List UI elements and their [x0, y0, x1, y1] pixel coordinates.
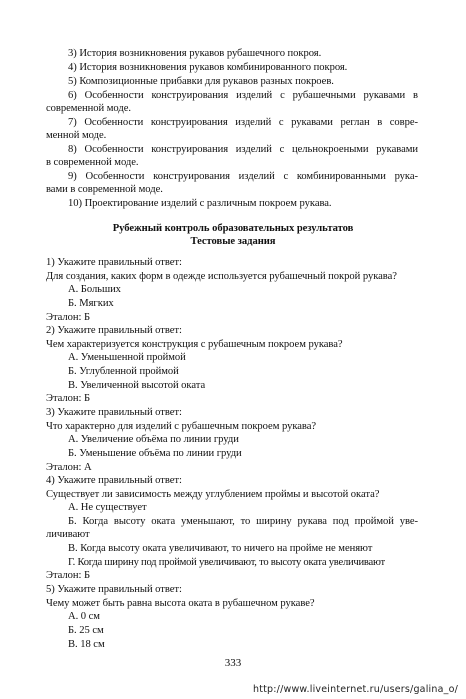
- list-item: 7) Особенности конструирования изделий с рукавами реглан в совре-: [68, 117, 418, 128]
- list-item: 4) История возникновения рукавов комбинированного покроя.: [68, 62, 348, 73]
- question-text: Существует ли зависимость между углублением проймы и высотой оката?: [46, 489, 380, 500]
- list-item: 9) Особенности конструирования изделий с комбинированными рука-: [68, 171, 418, 182]
- answer-option: Б. Уменьшение объёма по линии груди: [68, 448, 242, 459]
- question-instruction: 4) Укажите правильный ответ:: [46, 475, 182, 486]
- answer-option: В. Увеличенной высотой оката: [68, 380, 206, 391]
- list-item: 5) Композиционные прибавки для рукавов разных покроев.: [68, 76, 334, 87]
- question-instruction: 5) Укажите правильный ответ:: [46, 584, 182, 595]
- list-item: 6) Особенности конструирования изделий с рубашечными рукавами в: [68, 90, 418, 101]
- list-item: 8) Особенности конструирования изделий с цельнокроеными рукавами: [68, 144, 418, 155]
- answer-option: А. Уменьшенной проймой: [68, 352, 186, 363]
- answer-option: В. Когда высоту оката увеличивают, то ничего на пройме не меняют: [68, 543, 373, 554]
- answer-option: Б. 25 см: [68, 625, 104, 636]
- question-instruction: 1) Укажите правильный ответ:: [46, 257, 182, 268]
- answer-key: Эталон: Б: [46, 312, 91, 323]
- answer-option: Б. Мягких: [68, 298, 114, 309]
- list-item-continuation: в современной моде.: [46, 157, 139, 168]
- question-text: Для создания, каких форм в одежде используется рубашечный покрой рукава?: [46, 271, 397, 282]
- list-item-continuation: менной моде.: [46, 130, 107, 141]
- section-title: Рубежный контроль образовательных результатов: [112, 223, 354, 234]
- list-item-continuation: вами в современной моде.: [46, 184, 163, 195]
- list-item: 3) История возникновения рукавов рубашечного покроя.: [68, 48, 322, 59]
- watermark-url: http://www.liveinternet.ru/users/galina_o/: [252, 684, 458, 695]
- answer-option: Г. Когда ширину под проймой увеличивают, то высоту оката увеличивают: [68, 557, 385, 568]
- question-instruction: 3) Укажите правильный ответ:: [46, 407, 182, 418]
- answer-option: Б. Когда высоту оката уменьшают, то ширину рукава под проймой уве-: [68, 516, 418, 527]
- answer-option: Б. Углубленной проймой: [68, 366, 179, 377]
- question-text: Что характерно для изделий с рубашечным покроем рукава?: [46, 421, 317, 432]
- answer-option: А. Увеличение объёма по линии груди: [68, 434, 239, 445]
- answer-option: А. 0 см: [68, 611, 100, 622]
- answer-option: А. Не существует: [68, 502, 147, 513]
- answer-option-continuation: личивают: [46, 529, 90, 540]
- page-number: 333: [224, 657, 242, 669]
- section-subtitle: Тестовые задания: [190, 236, 276, 247]
- list-item: 10) Проектирование изделий с различным покроем рукава.: [68, 198, 332, 209]
- answer-key: Эталон: Б: [46, 570, 91, 581]
- answer-option: В. 18 см: [68, 639, 105, 650]
- answer-key: Эталон: Б: [46, 393, 91, 404]
- answer-option: А. Больших: [68, 284, 121, 295]
- question-instruction: 2) Укажите правильный ответ:: [46, 325, 182, 336]
- question-text: Чем характеризуется конструкция с рубашечным покроем рукава?: [46, 339, 343, 350]
- list-item-continuation: современной моде.: [46, 103, 131, 114]
- question-text: Чему может быть равна высота оката в рубашечном рукаве?: [46, 598, 315, 609]
- answer-key: Эталон: А: [46, 462, 92, 473]
